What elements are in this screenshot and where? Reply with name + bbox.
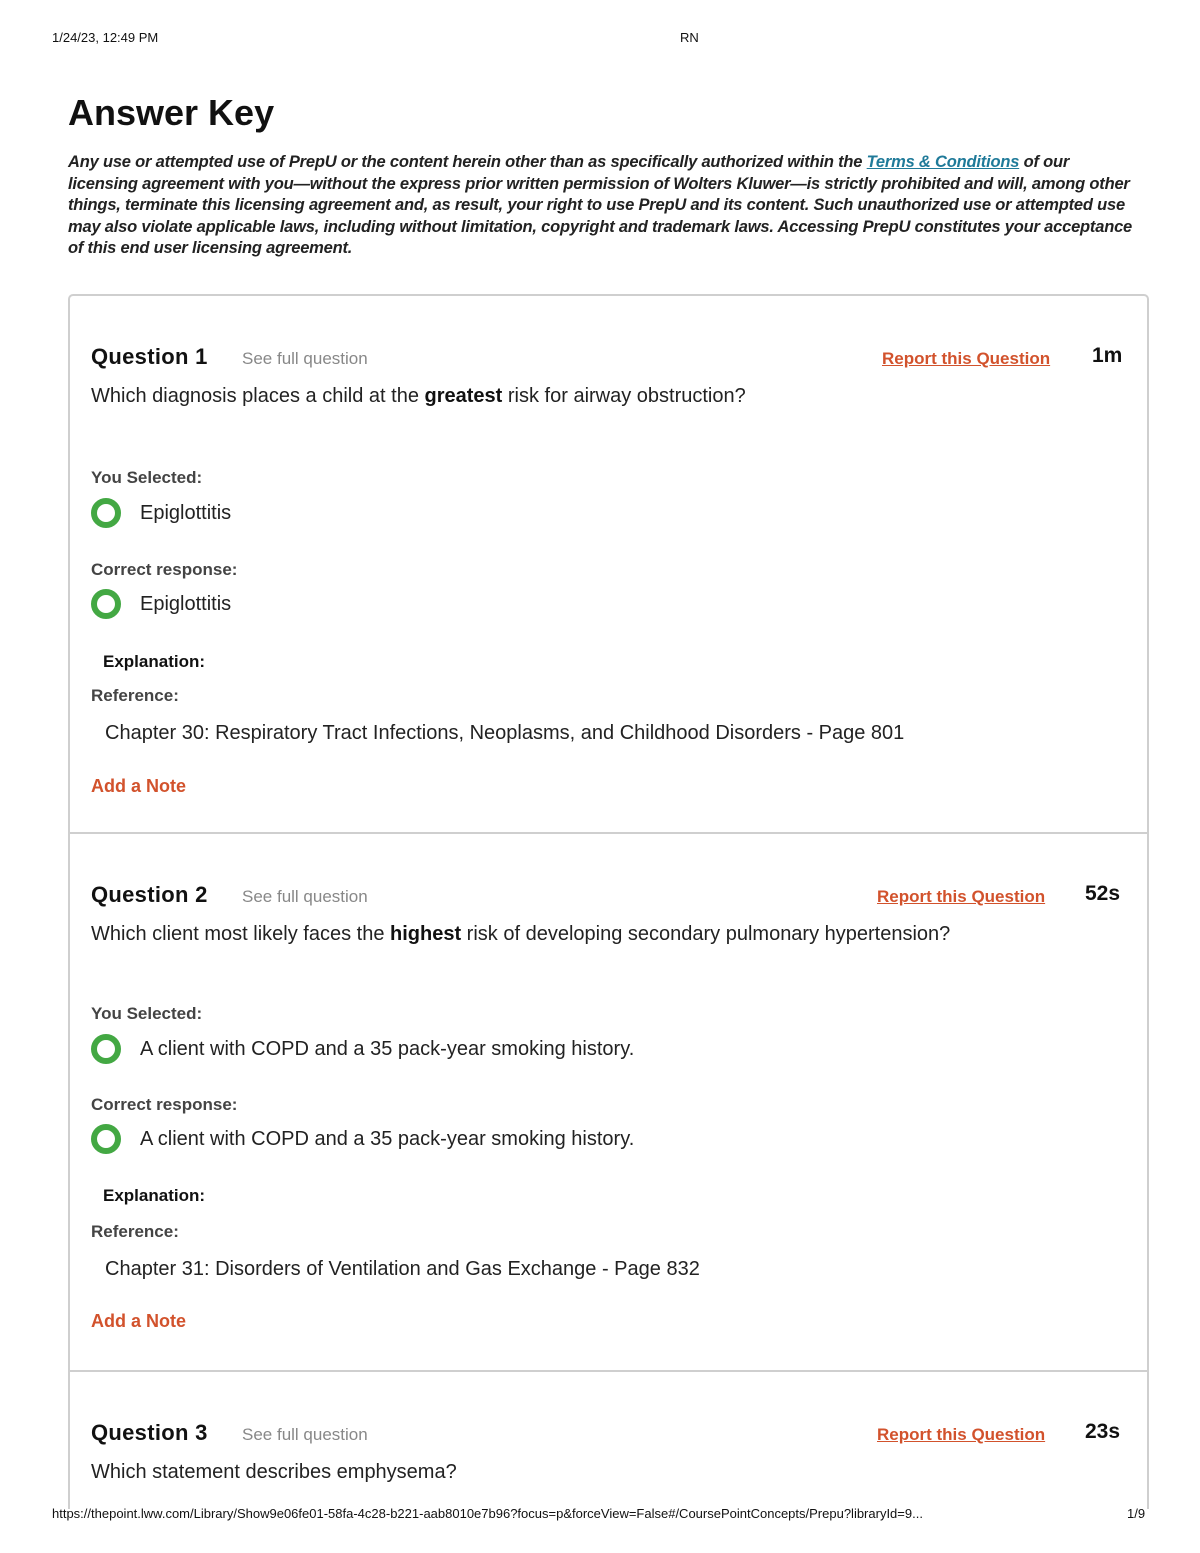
see-full-question-link[interactable]: See full question	[242, 349, 368, 368]
correct-response-label: Correct response:	[91, 1095, 238, 1114]
correct-radio-icon	[91, 498, 121, 528]
question-number: Question 2	[91, 882, 208, 907]
print-date: 1/24/23, 12:49 PM	[52, 30, 159, 45]
correct-answer	[91, 589, 991, 619]
you-selected-label: You Selected:	[91, 468, 203, 487]
stem-text: risk of developing secondary pulmonary hypertension?	[461, 923, 951, 945]
selected-answer	[91, 498, 991, 528]
explanation-label: Explanation:	[103, 1186, 206, 1205]
see-full-question-link[interactable]: See full question	[242, 887, 368, 906]
you-selected-label: You Selected:	[91, 1004, 203, 1023]
print-title: RN	[680, 30, 699, 45]
correct-radio-icon	[91, 1034, 121, 1064]
question-time: 52s	[1085, 882, 1121, 905]
reference-text: Chapter 30: Respiratory Tract Infections, Neoplasms, and Childhood Disorders - Page 801	[105, 722, 905, 744]
stem-text: Which diagnosis places a child at the	[91, 385, 425, 407]
see-full-question-link[interactable]: See full question	[242, 1425, 368, 1444]
question-stem	[91, 923, 950, 946]
add-note-link[interactable]: Add a Note	[91, 776, 187, 796]
report-question-link[interactable]: Report this Question	[877, 1425, 1046, 1444]
add-note-link[interactable]: Add a Note	[91, 1311, 187, 1331]
stem-text: risk for airway obstruction?	[502, 385, 746, 407]
question-number: Question 3	[91, 1420, 208, 1445]
question-stem	[91, 385, 746, 408]
report-question-link[interactable]: Report this Question	[882, 349, 1051, 368]
reference-text: Chapter 31: Disorders of Ventilation and Gas Exchange - Page 832	[105, 1258, 700, 1280]
selected-answer	[91, 1034, 991, 1064]
page-title: Answer Key	[68, 92, 275, 133]
question-time: 23s	[1085, 1420, 1121, 1443]
answer-key-list	[68, 294, 1149, 1509]
question-card-2	[70, 834, 1147, 1370]
license-suffix: of our licensing agreement with you—without the express prior written permission of Wolters Kluwer—is strictly prohibited and will, among other things, terminate this licensing agreement and, as result, your right to use PrepU and its content. Such unauthorized use or attempted use may also violate applicable laws, including without limitation, copyright and trademark laws. Accessing PrepU constitutes your acceptance of this end user licensing agreement.	[68, 153, 1133, 257]
correct-answer-text: Epiglottitis	[140, 593, 232, 615]
correct-radio-icon	[91, 589, 121, 619]
stem-text: Which client most likely faces the	[91, 923, 390, 945]
question-stem: Which statement describes emphysema?	[91, 1461, 457, 1483]
explanation-label: Explanation:	[103, 652, 206, 671]
question-time: 1m	[1092, 344, 1123, 367]
footer-url: https://thepoint.lww.com/Library/Show9e06fe01-58fa-4c28-b221-aab8010e7b96?focus=p&forceView=False#/CoursePointConcepts/Prepu?libraryId=9...	[52, 1506, 923, 1521]
correct-answer	[91, 1124, 991, 1154]
reference-label: Reference:	[91, 686, 179, 705]
selected-answer-text: Epiglottitis	[140, 502, 232, 524]
correct-response-label: Correct response:	[91, 560, 238, 579]
terms-conditions-link[interactable]: Terms & Conditions	[866, 153, 1020, 171]
question-number: Question 1	[91, 344, 208, 369]
report-question-link[interactable]: Report this Question	[877, 887, 1046, 906]
selected-answer-text: A client with COPD and a 35 pack-year smoking history.	[140, 1038, 635, 1060]
footer-page-number: 1/9	[1127, 1506, 1146, 1521]
print-header	[0, 30, 1200, 50]
stem-emphasis: greatest	[424, 385, 503, 407]
question-card-3	[70, 1372, 1147, 1509]
correct-answer-text: A client with COPD and a 35 pack-year smoking history.	[140, 1128, 635, 1150]
question-card-1	[70, 296, 1147, 832]
reference-label: Reference:	[91, 1222, 179, 1241]
license-notice	[68, 152, 1143, 260]
license-prefix: Any use or attempted use of PrepU or the content herein other than as specifically authorized within the	[68, 153, 867, 171]
stem-emphasis: highest	[390, 923, 462, 945]
correct-radio-icon	[91, 1124, 121, 1154]
